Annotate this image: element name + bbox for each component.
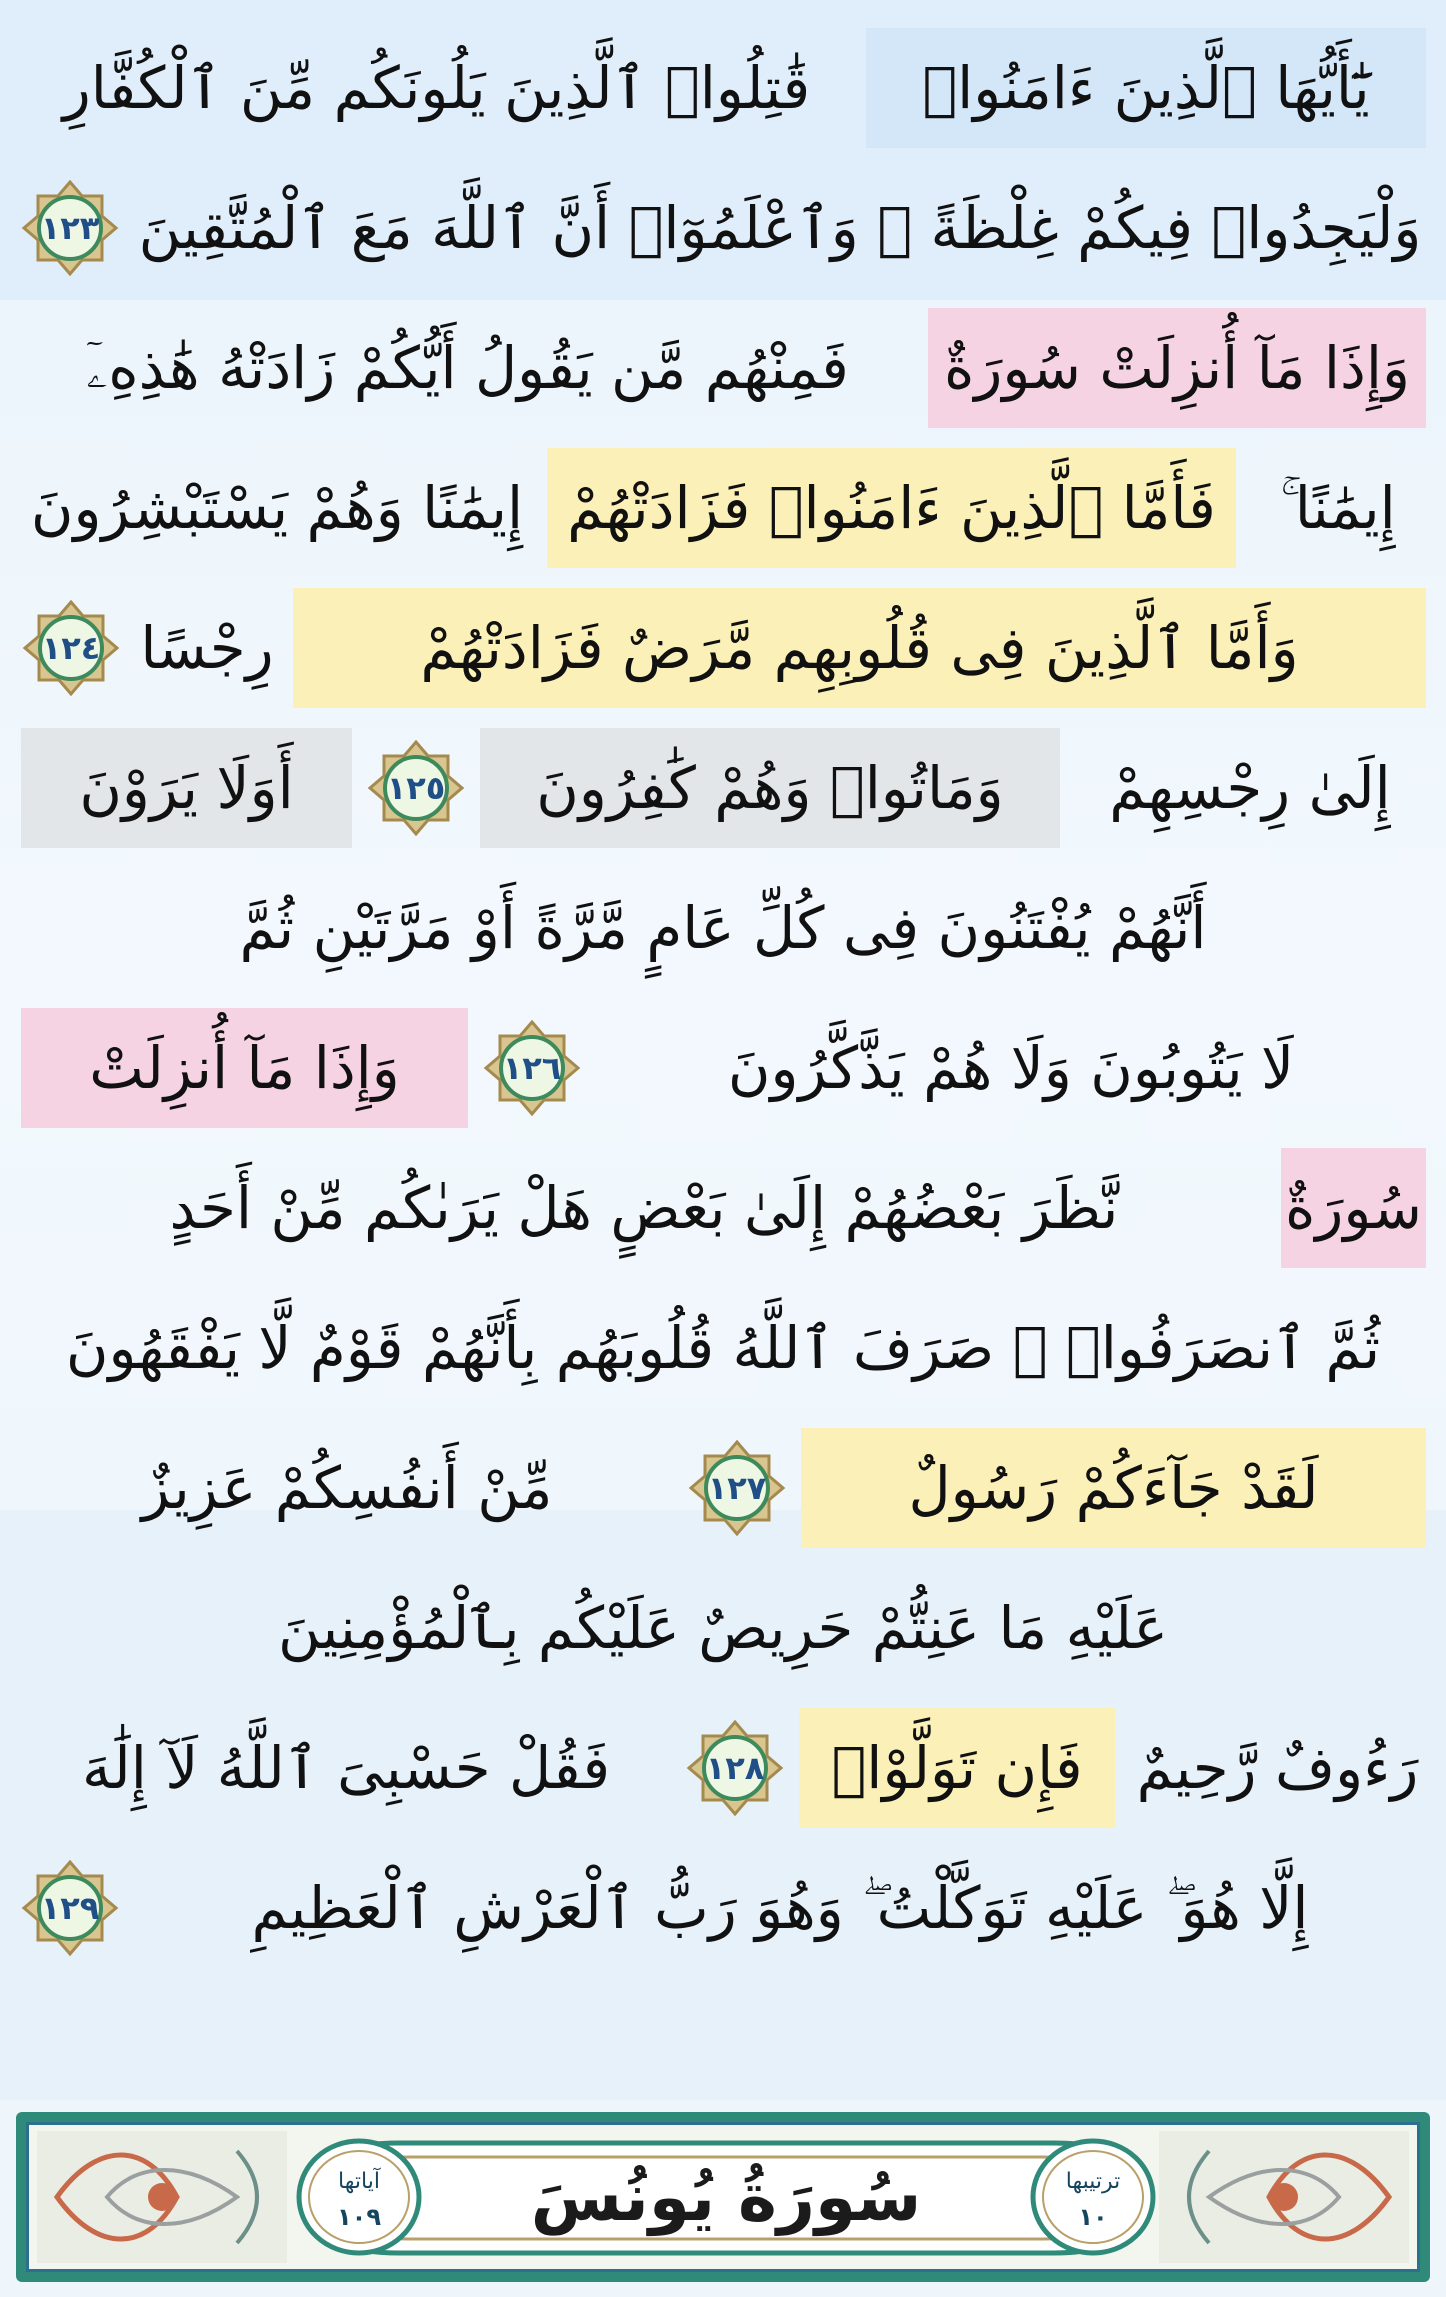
verse-number: ١٢٧ bbox=[707, 1469, 767, 1507]
verse-text: لَا يَتُوبُونَ وَلَا هُمْ يَذَّكَّرُونَ bbox=[727, 1034, 1295, 1102]
verse-text: إِلَىٰ رِجْسِهِمْ bbox=[1109, 754, 1391, 822]
verse-line bbox=[20, 718, 1426, 858]
order-medallion bbox=[1029, 2137, 1157, 2257]
highlighted-verse-text: سُورَةٌ bbox=[1281, 1148, 1426, 1268]
highlighted-verse-text: يَٰٓأَيُّهَا ٱلَّذِينَ ءَامَنُوا۟ bbox=[866, 28, 1426, 148]
verse-text: نَّظَرَ بَعْضُهُمْ إِلَىٰ بَعْضٍ هَلْ يَرَىٰكُم مِّنْ أَحَدٍ bbox=[169, 1174, 1119, 1242]
sura-header-frame bbox=[26, 2122, 1420, 2272]
highlighted-verse-text: وَإِذَا مَآ أُنزِلَتْ سُورَةٌ bbox=[928, 308, 1426, 428]
highlighted-verse-text: أَوَلَا يَرَوْنَ bbox=[21, 728, 352, 848]
verse-number: ١٢٤ bbox=[41, 629, 101, 667]
verse-text: رَءُوفٌ رَّحِيمٌ bbox=[1136, 1734, 1419, 1802]
order-value: ١٠ bbox=[1078, 2203, 1108, 2231]
sura-title: سُورَةُ يُونُسَ bbox=[530, 2158, 922, 2236]
verse-number: ١٢٨ bbox=[705, 1749, 765, 1787]
verse-text: إِلَّا هُوَ ۖ عَلَيْهِ تَوَكَّلْتُ ۖ وَهُوَ رَبُّ ٱلْعَرْشِ ٱلْعَظِيمِ bbox=[251, 1874, 1309, 1942]
verse-text: إِيمَٰنًا وَهُمْ يَسْتَبْشِرُونَ bbox=[30, 474, 524, 542]
ayat-value: ١٠٩ bbox=[337, 2203, 381, 2231]
verse-line bbox=[20, 298, 1426, 438]
verse-number: ١٢٩ bbox=[40, 1889, 100, 1927]
highlighted-verse-text: وَأَمَّا ٱلَّذِينَ فِى قُلُوبِهِم مَّرَضٌ فَزَادَتْهُمْ bbox=[293, 588, 1426, 708]
sura-header-banner bbox=[16, 2112, 1430, 2282]
verse-text: مِّنْ أَنفُسِكُمْ عَزِيزٌ bbox=[141, 1454, 553, 1522]
verse-line bbox=[20, 18, 1426, 158]
verse-number-marker bbox=[687, 1438, 787, 1538]
verse-line bbox=[20, 1558, 1426, 1698]
highlighted-verse-text: وَمَاتُوا۟ وَهُمْ كَٰفِرُونَ bbox=[480, 728, 1060, 848]
verse-text: عَلَيْهِ مَا عَنِتُّمْ حَرِيصٌ عَلَيْكُم بِٱلْمُؤْمِنِينَ bbox=[277, 1594, 1169, 1662]
right-ornament-icon bbox=[1159, 2131, 1409, 2263]
verse-line bbox=[20, 1838, 1426, 1978]
highlighted-verse-text: لَقَدْ جَآءَكُمْ رَسُولٌ bbox=[801, 1428, 1426, 1548]
verse-number-marker bbox=[366, 738, 466, 838]
verse-number-marker bbox=[20, 178, 120, 278]
verse-line bbox=[20, 578, 1426, 718]
verse-text: فَمِنْهُم مَّن يَقُولُ أَيُّكُمْ زَادَتْهُ هَٰذِهِۦٓ bbox=[86, 334, 849, 402]
verse-text: رِجْسًا bbox=[140, 614, 274, 682]
ayat-medallion bbox=[295, 2137, 423, 2257]
verse-line bbox=[20, 158, 1426, 298]
verse-number: ١٢٦ bbox=[502, 1049, 562, 1087]
highlighted-verse-text: فَأَمَّا ٱلَّذِينَ ءَامَنُوا۟ فَزَادَتْهُمْ bbox=[547, 448, 1236, 568]
verse-text: قَٰتِلُوا۟ ٱلَّذِينَ يَلُونَكُم مِّنَ ٱلْكُفَّارِ bbox=[62, 54, 811, 122]
verse-line bbox=[20, 1278, 1426, 1418]
verse-text: وَلْيَجِدُوا۟ فِيكُمْ غِلْظَةً ۚ وَٱعْلَمُوٓا۟ أَنَّ ٱللَّهَ مَعَ ٱلْمُتَّقِينَ bbox=[138, 194, 1422, 262]
verse-number-marker bbox=[20, 1858, 120, 1958]
verse-line bbox=[20, 438, 1426, 578]
highlighted-verse-text: وَإِذَا مَآ أُنزِلَتْ bbox=[21, 1008, 468, 1128]
verse-text: فَقُلْ حَسْبِىَ ٱللَّهُ لَآ إِلَٰهَ bbox=[81, 1734, 611, 1802]
left-ornament-icon bbox=[37, 2131, 287, 2263]
verse-number: ١٢٣ bbox=[40, 209, 100, 247]
verse-text: ثُمَّ ٱنصَرَفُوا۟ ۚ صَرَفَ ٱللَّهُ قُلُوبَهُم بِأَنَّهُمْ قَوْمٌ لَّا يَفْقَهُونَ bbox=[65, 1314, 1381, 1382]
order-label: ترتيبها bbox=[1065, 2169, 1121, 2194]
verse-line bbox=[20, 1418, 1426, 1558]
verse-number-marker bbox=[685, 1718, 785, 1818]
verse-line bbox=[20, 858, 1426, 998]
verse-number-marker bbox=[21, 598, 121, 698]
verse-text: إِيمَٰنًا ۚ bbox=[1280, 474, 1396, 542]
verse-number-marker bbox=[482, 1018, 582, 1118]
ayat-label: آياتها bbox=[338, 2169, 380, 2194]
highlighted-verse-text: فَإِن تَوَلَّوْا۟ bbox=[799, 1708, 1115, 1828]
verse-number: ١٢٥ bbox=[386, 769, 446, 807]
verse-text: أَنَّهُمْ يُفْتَنُونَ فِى كُلِّ عَامٍ مَّرَّةً أَوْ مَرَّتَيْنِ ثُمَّ bbox=[239, 894, 1207, 962]
verse-line bbox=[20, 1138, 1426, 1278]
verse-line bbox=[20, 1698, 1426, 1838]
verse-line bbox=[20, 998, 1426, 1138]
